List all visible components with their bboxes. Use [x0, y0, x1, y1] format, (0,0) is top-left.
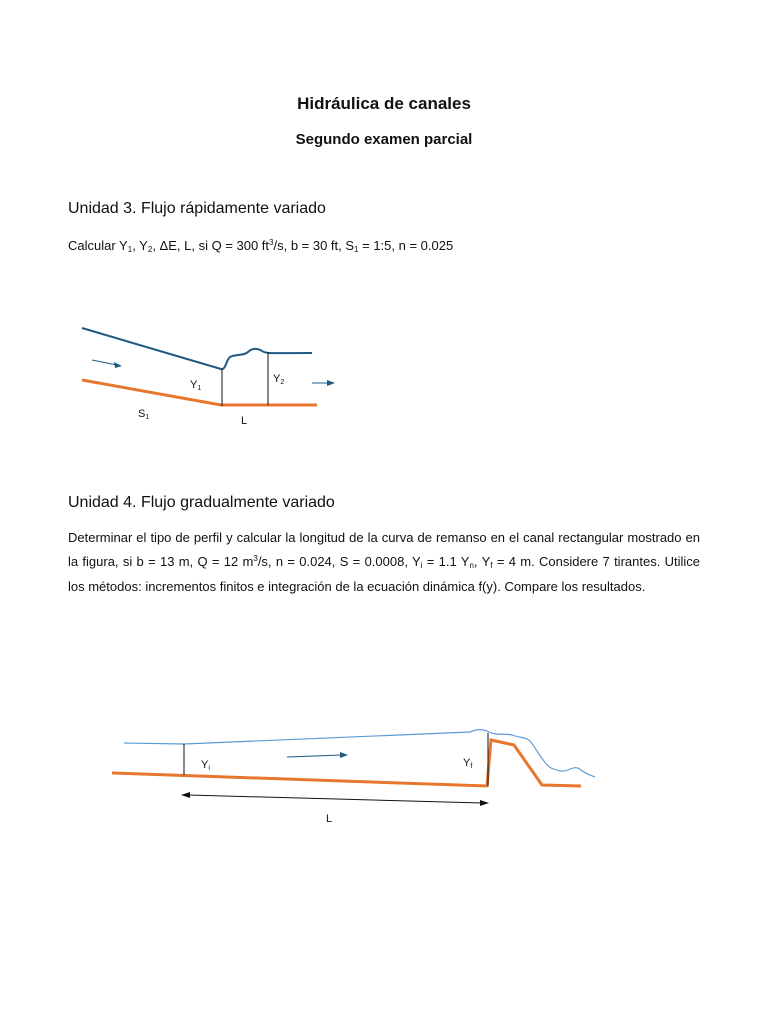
channel-bed-weir: [112, 740, 581, 786]
unit4-heading: Unidad 4. Flujo gradualmente variado: [68, 494, 335, 511]
yi-label: Yi: [201, 759, 210, 772]
unit3-heading: Unidad 3. Flujo rápidamente variado: [68, 200, 326, 217]
document-subtitle: Segundo examen parcial: [295, 131, 473, 148]
water-surface-profile: [124, 730, 595, 777]
yf-label: Yf: [463, 757, 473, 770]
l-label: L: [326, 813, 333, 825]
length-dimension-line: [181, 792, 489, 806]
flow-arrow: [287, 752, 348, 758]
document-title: Hidráulica de canales: [297, 94, 471, 113]
unit3-statement: Calcular $Y_1$, $Y_2$, ΔE, L, si Q = 300 $ft^3/s$, b = 30 ft, $S_1$ = 1:5, n = 0.025: [68, 238, 454, 254]
unit4-statement: Determinar el tipo de perfil y calcular la longitud de la curva de remanso en el canal rectangular mostrado en la figura, si b = 13 m, Q = 12 $m^3/s$, n = 0.024, S = 0.0008, $Y_i = 1.1$ $Y_n$, $Y_f = 4$ m. Considere 7 tirantes. Utilice los métodos: incrementos finitos e integración de la ecuación dinámica f(y). Compare los resultados.: [68, 530, 701, 594]
s1-label: S1: [138, 408, 150, 421]
y1-label: Y1: [190, 379, 202, 392]
y2-label: Y2: [273, 373, 285, 386]
l-label: L: [241, 415, 248, 427]
